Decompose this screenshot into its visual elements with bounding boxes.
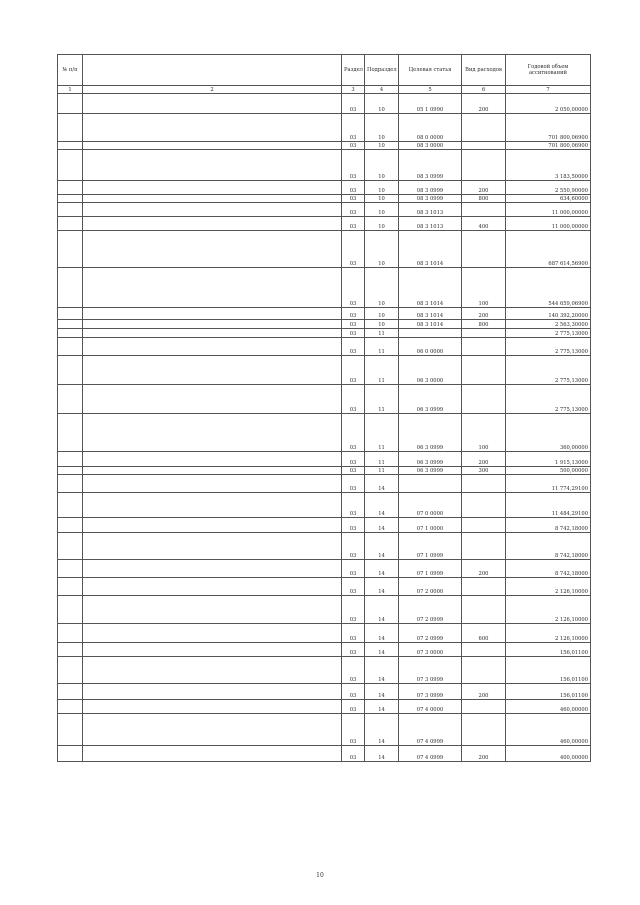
section-cell: 03 <box>342 114 365 142</box>
subsection-cell: 14 <box>365 596 399 624</box>
header-name <box>83 55 342 86</box>
article-cell: 07 3 0999 <box>399 657 462 684</box>
row-number-cell <box>58 714 83 746</box>
expense-kind-cell: 200 <box>462 684 506 700</box>
article-cell: 06 3 0999 <box>399 452 462 467</box>
row-number-cell <box>58 624 83 643</box>
page-number: 10 <box>316 872 324 879</box>
section-cell: 03 <box>342 714 365 746</box>
article-cell: 08 3 0999 <box>399 195 462 203</box>
column-number: 1 <box>58 86 83 94</box>
table-row <box>58 700 591 714</box>
expense-kind-cell <box>462 356 506 385</box>
column-number-row <box>58 86 591 94</box>
article-cell: 05 1 0990 <box>399 94 462 114</box>
article-cell: 07 3 0999 <box>399 684 462 700</box>
expense-kind-cell: 600 <box>462 624 506 643</box>
section-cell: 03 <box>342 596 365 624</box>
column-number: 3 <box>342 86 365 94</box>
section-cell: 03 <box>342 268 365 308</box>
row-name-cell <box>83 114 342 142</box>
table-row <box>58 684 591 700</box>
amount-cell: 2 550,90000 <box>506 181 591 195</box>
row-number-cell <box>58 94 83 114</box>
section-cell: 03 <box>342 308 365 320</box>
subsection-cell: 14 <box>365 493 399 518</box>
table-row <box>58 94 591 114</box>
expense-kind-cell: 100 <box>462 414 506 452</box>
table-row <box>58 203 591 217</box>
row-name-cell <box>83 643 342 657</box>
row-name-cell <box>83 150 342 181</box>
table-row <box>58 657 591 684</box>
amount-cell: 2 775,13000 <box>506 356 591 385</box>
section-cell: 03 <box>342 329 365 338</box>
column-number: 2 <box>83 86 342 94</box>
expense-kind-cell <box>462 643 506 657</box>
section-cell: 03 <box>342 684 365 700</box>
section-cell: 03 <box>342 493 365 518</box>
article-cell: 07 1 0999 <box>399 560 462 578</box>
amount-cell: 11 000,00000 <box>506 217 591 231</box>
row-number-cell <box>58 329 83 338</box>
row-number-cell <box>58 114 83 142</box>
amount-cell: 2 050,00000 <box>506 94 591 114</box>
subsection-cell: 10 <box>365 231 399 268</box>
header-article: Целевая статья <box>399 55 462 86</box>
amount-cell: 400,00000 <box>506 746 591 762</box>
subsection-cell: 14 <box>365 578 399 596</box>
table-row <box>58 329 591 338</box>
article-cell: 07 2 0999 <box>399 596 462 624</box>
article-cell: 08 3 0000 <box>399 142 462 150</box>
expense-kind-cell <box>462 231 506 268</box>
row-number-cell <box>58 150 83 181</box>
row-number-cell <box>58 700 83 714</box>
table-row <box>58 746 591 762</box>
table-body <box>58 94 591 762</box>
article-cell: 06 3 0999 <box>399 467 462 475</box>
section-cell: 03 <box>342 746 365 762</box>
table-row <box>58 493 591 518</box>
article-cell: 07 2 0999 <box>399 624 462 643</box>
expense-kind-cell: 200 <box>462 560 506 578</box>
amount-cell: 2 563,30000 <box>506 320 591 329</box>
row-number-cell <box>58 746 83 762</box>
row-name-cell <box>83 657 342 684</box>
table-row <box>58 643 591 657</box>
row-name-cell <box>83 356 342 385</box>
row-number-cell <box>58 231 83 268</box>
amount-cell: 2 126,10000 <box>506 596 591 624</box>
article-cell <box>399 475 462 493</box>
expense-kind-cell: 200 <box>462 452 506 467</box>
expense-kind-cell <box>462 114 506 142</box>
row-name-cell <box>83 746 342 762</box>
row-name-cell <box>83 203 342 217</box>
amount-cell: 500,00000 <box>506 467 591 475</box>
amount-cell: 11 484,29100 <box>506 493 591 518</box>
amount-cell: 460,00000 <box>506 700 591 714</box>
row-name-cell <box>83 329 342 338</box>
expense-kind-cell <box>462 475 506 493</box>
expense-kind-cell <box>462 493 506 518</box>
article-cell: 08 3 1013 <box>399 217 462 231</box>
row-number-cell <box>58 181 83 195</box>
amount-cell: 544 659,06900 <box>506 268 591 308</box>
expense-kind-cell: 100 <box>462 268 506 308</box>
budget-sheet <box>57 54 590 762</box>
row-number-cell <box>58 467 83 475</box>
table-row <box>58 217 591 231</box>
subsection-cell: 10 <box>365 150 399 181</box>
section-cell: 03 <box>342 320 365 329</box>
row-number-cell <box>58 533 83 560</box>
row-name-cell <box>83 195 342 203</box>
subsection-cell: 14 <box>365 643 399 657</box>
article-cell <box>399 329 462 338</box>
section-cell: 03 <box>342 217 365 231</box>
section-cell: 03 <box>342 700 365 714</box>
row-name-cell <box>83 533 342 560</box>
expense-kind-cell <box>462 533 506 560</box>
expense-kind-cell: 400 <box>462 217 506 231</box>
section-cell: 03 <box>342 452 365 467</box>
table-row <box>58 320 591 329</box>
article-cell: 08 0 0000 <box>399 114 462 142</box>
article-cell: 08 3 1014 <box>399 268 462 308</box>
article-cell: 07 4 0999 <box>399 714 462 746</box>
expense-kind-cell: 800 <box>462 195 506 203</box>
article-cell: 08 3 1014 <box>399 320 462 329</box>
amount-cell: 156,01100 <box>506 643 591 657</box>
subsection-cell: 14 <box>365 560 399 578</box>
row-number-cell <box>58 356 83 385</box>
subsection-cell: 14 <box>365 533 399 560</box>
header-kind: Вид расходов <box>462 55 506 86</box>
table-row <box>58 268 591 308</box>
subsection-cell: 10 <box>365 203 399 217</box>
row-name-cell <box>83 624 342 643</box>
row-number-cell <box>58 308 83 320</box>
row-name-cell <box>83 596 342 624</box>
expense-kind-cell <box>462 518 506 533</box>
row-name-cell <box>83 493 342 518</box>
amount-cell: 3 183,50000 <box>506 150 591 181</box>
row-name-cell <box>83 714 342 746</box>
article-cell: 06 3 0000 <box>399 356 462 385</box>
amount-cell: 634,60000 <box>506 195 591 203</box>
table-row <box>58 231 591 268</box>
subsection-cell: 14 <box>365 475 399 493</box>
row-name-cell <box>83 231 342 268</box>
expense-kind-cell <box>462 203 506 217</box>
amount-cell: 1 915,13000 <box>506 452 591 467</box>
column-number: 5 <box>399 86 462 94</box>
expense-kind-cell: 800 <box>462 320 506 329</box>
subsection-cell: 11 <box>365 329 399 338</box>
row-number-cell <box>58 217 83 231</box>
section-cell: 03 <box>342 385 365 414</box>
article-cell: 07 0 0000 <box>399 493 462 518</box>
table-row <box>58 414 591 452</box>
table-row <box>58 467 591 475</box>
subsection-cell: 11 <box>365 467 399 475</box>
subsection-cell: 10 <box>365 142 399 150</box>
section-cell: 03 <box>342 338 365 356</box>
table-row <box>58 475 591 493</box>
row-name-cell <box>83 320 342 329</box>
amount-cell: 2 775,13000 <box>506 329 591 338</box>
row-name-cell <box>83 268 342 308</box>
article-cell: 07 1 0999 <box>399 533 462 560</box>
section-cell: 03 <box>342 578 365 596</box>
subsection-cell: 10 <box>365 320 399 329</box>
amount-cell: 2 775,13000 <box>506 385 591 414</box>
table-row <box>58 142 591 150</box>
row-number-cell <box>58 385 83 414</box>
header-row <box>58 55 591 86</box>
subsection-cell: 11 <box>365 452 399 467</box>
row-number-cell <box>58 684 83 700</box>
section-cell: 03 <box>342 560 365 578</box>
amount-cell: 156,01100 <box>506 657 591 684</box>
subsection-cell: 14 <box>365 518 399 533</box>
expense-kind-cell <box>462 578 506 596</box>
row-number-cell <box>58 452 83 467</box>
article-cell: 07 4 0999 <box>399 746 462 762</box>
row-name-cell <box>83 578 342 596</box>
expense-kind-cell: 200 <box>462 746 506 762</box>
subsection-cell: 11 <box>365 385 399 414</box>
section-cell: 03 <box>342 94 365 114</box>
table-row <box>58 518 591 533</box>
row-name-cell <box>83 338 342 356</box>
table-row <box>58 452 591 467</box>
expense-kind-cell: 300 <box>462 467 506 475</box>
amount-cell: 140 392,20000 <box>506 308 591 320</box>
header-no: № п/п <box>58 55 83 86</box>
header-section: Раздел <box>342 55 365 86</box>
amount-cell: 2 126,10000 <box>506 624 591 643</box>
row-number-cell <box>58 320 83 329</box>
article-cell: 08 3 1014 <box>399 231 462 268</box>
table-row <box>58 714 591 746</box>
row-name-cell <box>83 308 342 320</box>
subsection-cell: 11 <box>365 338 399 356</box>
expense-kind-cell <box>462 338 506 356</box>
row-number-cell <box>58 338 83 356</box>
section-cell: 03 <box>342 142 365 150</box>
row-number-cell <box>58 203 83 217</box>
expense-kind-cell: 200 <box>462 181 506 195</box>
expense-kind-cell <box>462 700 506 714</box>
row-number-cell <box>58 414 83 452</box>
subsection-cell: 14 <box>365 684 399 700</box>
table-row <box>58 150 591 181</box>
row-number-cell <box>58 268 83 308</box>
section-cell: 03 <box>342 414 365 452</box>
row-name-cell <box>83 475 342 493</box>
row-name-cell <box>83 560 342 578</box>
amount-cell: 701 800,06900 <box>506 142 591 150</box>
subsection-cell: 10 <box>365 181 399 195</box>
article-cell: 07 4 0000 <box>399 700 462 714</box>
section-cell: 03 <box>342 467 365 475</box>
subsection-cell: 14 <box>365 624 399 643</box>
row-number-cell <box>58 560 83 578</box>
expense-kind-cell <box>462 596 506 624</box>
budget-table <box>57 54 591 762</box>
row-name-cell <box>83 700 342 714</box>
column-number: 7 <box>506 86 591 94</box>
expense-kind-cell <box>462 714 506 746</box>
amount-cell: 8 742,18000 <box>506 560 591 578</box>
subsection-cell: 14 <box>365 746 399 762</box>
subsection-cell: 14 <box>365 700 399 714</box>
table-row <box>58 578 591 596</box>
subsection-cell: 11 <box>365 356 399 385</box>
table-row <box>58 596 591 624</box>
amount-cell: 2 775,13000 <box>506 338 591 356</box>
amount-cell: 11 000,00000 <box>506 203 591 217</box>
section-cell: 03 <box>342 150 365 181</box>
subsection-cell: 10 <box>365 195 399 203</box>
table-row <box>58 308 591 320</box>
subsection-cell: 14 <box>365 714 399 746</box>
subsection-cell: 10 <box>365 308 399 320</box>
row-name-cell <box>83 385 342 414</box>
article-cell: 07 2 0000 <box>399 578 462 596</box>
row-name-cell <box>83 684 342 700</box>
amount-cell: 2 126,10000 <box>506 578 591 596</box>
column-number: 4 <box>365 86 399 94</box>
amount-cell: 156,01100 <box>506 684 591 700</box>
section-cell: 03 <box>342 518 365 533</box>
row-name-cell <box>83 467 342 475</box>
subsection-cell: 11 <box>365 414 399 452</box>
row-name-cell <box>83 94 342 114</box>
expense-kind-cell: 200 <box>462 94 506 114</box>
article-cell: 08 3 0999 <box>399 150 462 181</box>
subsection-cell: 10 <box>365 217 399 231</box>
row-name-cell <box>83 452 342 467</box>
table-row <box>58 533 591 560</box>
article-cell: 07 3 0000 <box>399 643 462 657</box>
table-row <box>58 181 591 195</box>
row-number-cell <box>58 195 83 203</box>
expense-kind-cell <box>462 657 506 684</box>
subsection-cell: 10 <box>365 94 399 114</box>
amount-cell: 360,00000 <box>506 414 591 452</box>
section-cell: 03 <box>342 657 365 684</box>
amount-cell: 687 614,56900 <box>506 231 591 268</box>
row-number-cell <box>58 518 83 533</box>
row-number-cell <box>58 475 83 493</box>
amount-cell: 11 774,29100 <box>506 475 591 493</box>
row-name-cell <box>83 181 342 195</box>
header-amount: Годовой объем ассигнований <box>506 55 591 86</box>
article-cell: 08 3 1013 <box>399 203 462 217</box>
amount-cell: 8 742,18000 <box>506 533 591 560</box>
row-number-cell <box>58 657 83 684</box>
section-cell: 03 <box>342 643 365 657</box>
article-cell: 06 3 0999 <box>399 385 462 414</box>
table-row <box>58 385 591 414</box>
amount-cell: 460,00000 <box>506 714 591 746</box>
row-number-cell <box>58 596 83 624</box>
expense-kind-cell <box>462 150 506 181</box>
subsection-cell: 10 <box>365 268 399 308</box>
table-row <box>58 356 591 385</box>
expense-kind-cell <box>462 329 506 338</box>
table-row <box>58 114 591 142</box>
expense-kind-cell <box>462 385 506 414</box>
table-row <box>58 624 591 643</box>
expense-kind-cell <box>462 142 506 150</box>
row-number-cell <box>58 578 83 596</box>
section-cell: 03 <box>342 624 365 643</box>
row-number-cell <box>58 142 83 150</box>
section-cell: 03 <box>342 533 365 560</box>
row-number-cell <box>58 493 83 518</box>
table-row <box>58 560 591 578</box>
amount-cell: 8 742,18000 <box>506 518 591 533</box>
expense-kind-cell: 200 <box>462 308 506 320</box>
article-cell: 07 1 0000 <box>399 518 462 533</box>
table-row <box>58 195 591 203</box>
row-number-cell <box>58 643 83 657</box>
section-cell: 03 <box>342 356 365 385</box>
amount-cell: 701 800,06900 <box>506 114 591 142</box>
article-cell: 06 0 0000 <box>399 338 462 356</box>
table-row <box>58 338 591 356</box>
header-subsection: Подраздел <box>365 55 399 86</box>
row-name-cell <box>83 518 342 533</box>
section-cell: 03 <box>342 195 365 203</box>
section-cell: 03 <box>342 181 365 195</box>
article-cell: 08 3 0999 <box>399 181 462 195</box>
column-number: 6 <box>462 86 506 94</box>
article-cell: 06 3 0999 <box>399 414 462 452</box>
section-cell: 03 <box>342 231 365 268</box>
subsection-cell: 14 <box>365 657 399 684</box>
section-cell: 03 <box>342 203 365 217</box>
subsection-cell: 10 <box>365 114 399 142</box>
row-name-cell <box>83 142 342 150</box>
section-cell: 03 <box>342 475 365 493</box>
article-cell: 08 3 1014 <box>399 308 462 320</box>
row-name-cell <box>83 414 342 452</box>
row-name-cell <box>83 217 342 231</box>
